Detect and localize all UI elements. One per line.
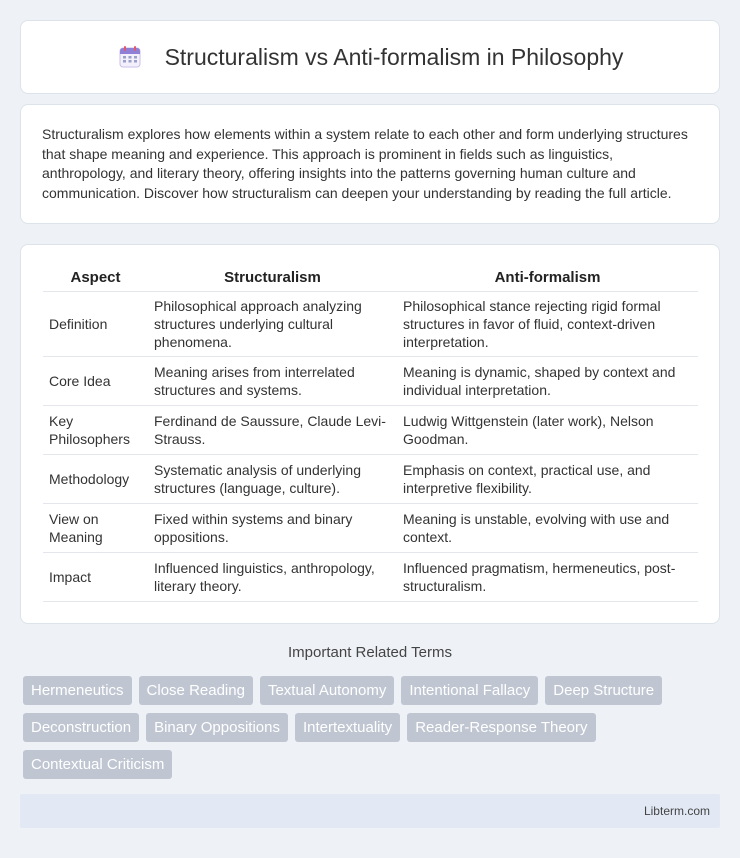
related-terms-list xyxy=(23,676,723,779)
intro-card xyxy=(20,104,720,224)
row-anti-formalism: Influenced pragmatism, hermeneutics, post-structuralism. xyxy=(397,552,698,601)
row-structuralism: Philosophical approach analyzing structures underlying cultural phenomena. xyxy=(148,291,397,356)
calendar-icon xyxy=(117,44,143,70)
row-aspect: Key Philosophers xyxy=(43,405,148,454)
row-structuralism: Systematic analysis of underlying structures (language, culture). xyxy=(148,454,397,503)
table-row xyxy=(43,356,698,405)
related-term-tag[interactable]: Hermeneutics xyxy=(23,676,132,705)
title-wrap xyxy=(117,44,624,71)
table-row xyxy=(43,454,698,503)
table-row xyxy=(43,405,698,454)
row-aspect: Definition xyxy=(43,291,148,356)
related-term-tag[interactable]: Contextual Criticism xyxy=(23,750,172,779)
row-aspect: Core Idea xyxy=(43,356,148,405)
comparison-table xyxy=(43,265,698,602)
comparison-table-card xyxy=(20,244,720,624)
column-header-anti-formalism: Anti-formalism xyxy=(397,265,698,291)
header-card xyxy=(20,20,720,94)
row-aspect: Impact xyxy=(43,552,148,601)
related-terms-title: Important Related Terms xyxy=(288,644,452,661)
row-structuralism: Fixed within systems and binary oppositions. xyxy=(148,503,397,552)
related-term-tag[interactable]: Textual Autonomy xyxy=(260,676,394,705)
row-anti-formalism: Philosophical stance rejecting rigid formal structures in favor of fluid, context-driven interpretation. xyxy=(397,291,698,356)
column-header-structuralism: Structuralism xyxy=(148,265,397,291)
intro-text: Structuralism explores how elements within a system relate to each other and form underlying structures that shape meaning and experience. This approach is prominent in fields such as linguistics, anthropology, and literary theory, offering insights into the patterns governing human culture and communication. Discover how structuralism can deepen your understanding by reading the full article. xyxy=(42,126,688,201)
row-aspect: View on Meaning xyxy=(43,503,148,552)
related-term-tag[interactable]: Close Reading xyxy=(139,676,253,705)
page-title: Structuralism vs Anti-formalism in Philosophy xyxy=(164,43,624,70)
footer-site-link[interactable]: Libterm.com xyxy=(643,804,710,818)
related-term-tag[interactable]: Intertextuality xyxy=(295,713,400,742)
related-term-tag[interactable]: Binary Oppositions xyxy=(146,713,288,742)
table-row xyxy=(43,552,698,601)
row-structuralism: Influenced linguistics, anthropology, literary theory. xyxy=(148,552,397,601)
row-anti-formalism: Meaning is dynamic, shaped by context and individual interpretation. xyxy=(397,356,698,405)
table-row xyxy=(43,503,698,552)
column-header-aspect: Aspect xyxy=(43,265,148,291)
table-header-row xyxy=(43,265,698,291)
row-anti-formalism: Emphasis on context, practical use, and interpretive flexibility. xyxy=(397,454,698,503)
related-term-tag[interactable]: Reader-Response Theory xyxy=(407,713,595,742)
related-term-tag[interactable]: Intentional Fallacy xyxy=(401,676,538,705)
row-structuralism: Meaning arises from interrelated structures and systems. xyxy=(148,356,397,405)
row-aspect: Methodology xyxy=(43,454,148,503)
row-structuralism: Ferdinand de Saussure, Claude Levi-Strauss. xyxy=(148,405,397,454)
row-anti-formalism: Ludwig Wittgenstein (later work), Nelson Goodman. xyxy=(397,405,698,454)
related-term-tag[interactable]: Deconstruction xyxy=(23,713,139,742)
related-term-tag[interactable]: Deep Structure xyxy=(545,676,662,705)
table-row xyxy=(43,291,698,356)
row-anti-formalism: Meaning is unstable, evolving with use and context. xyxy=(397,503,698,552)
footer xyxy=(20,794,720,828)
